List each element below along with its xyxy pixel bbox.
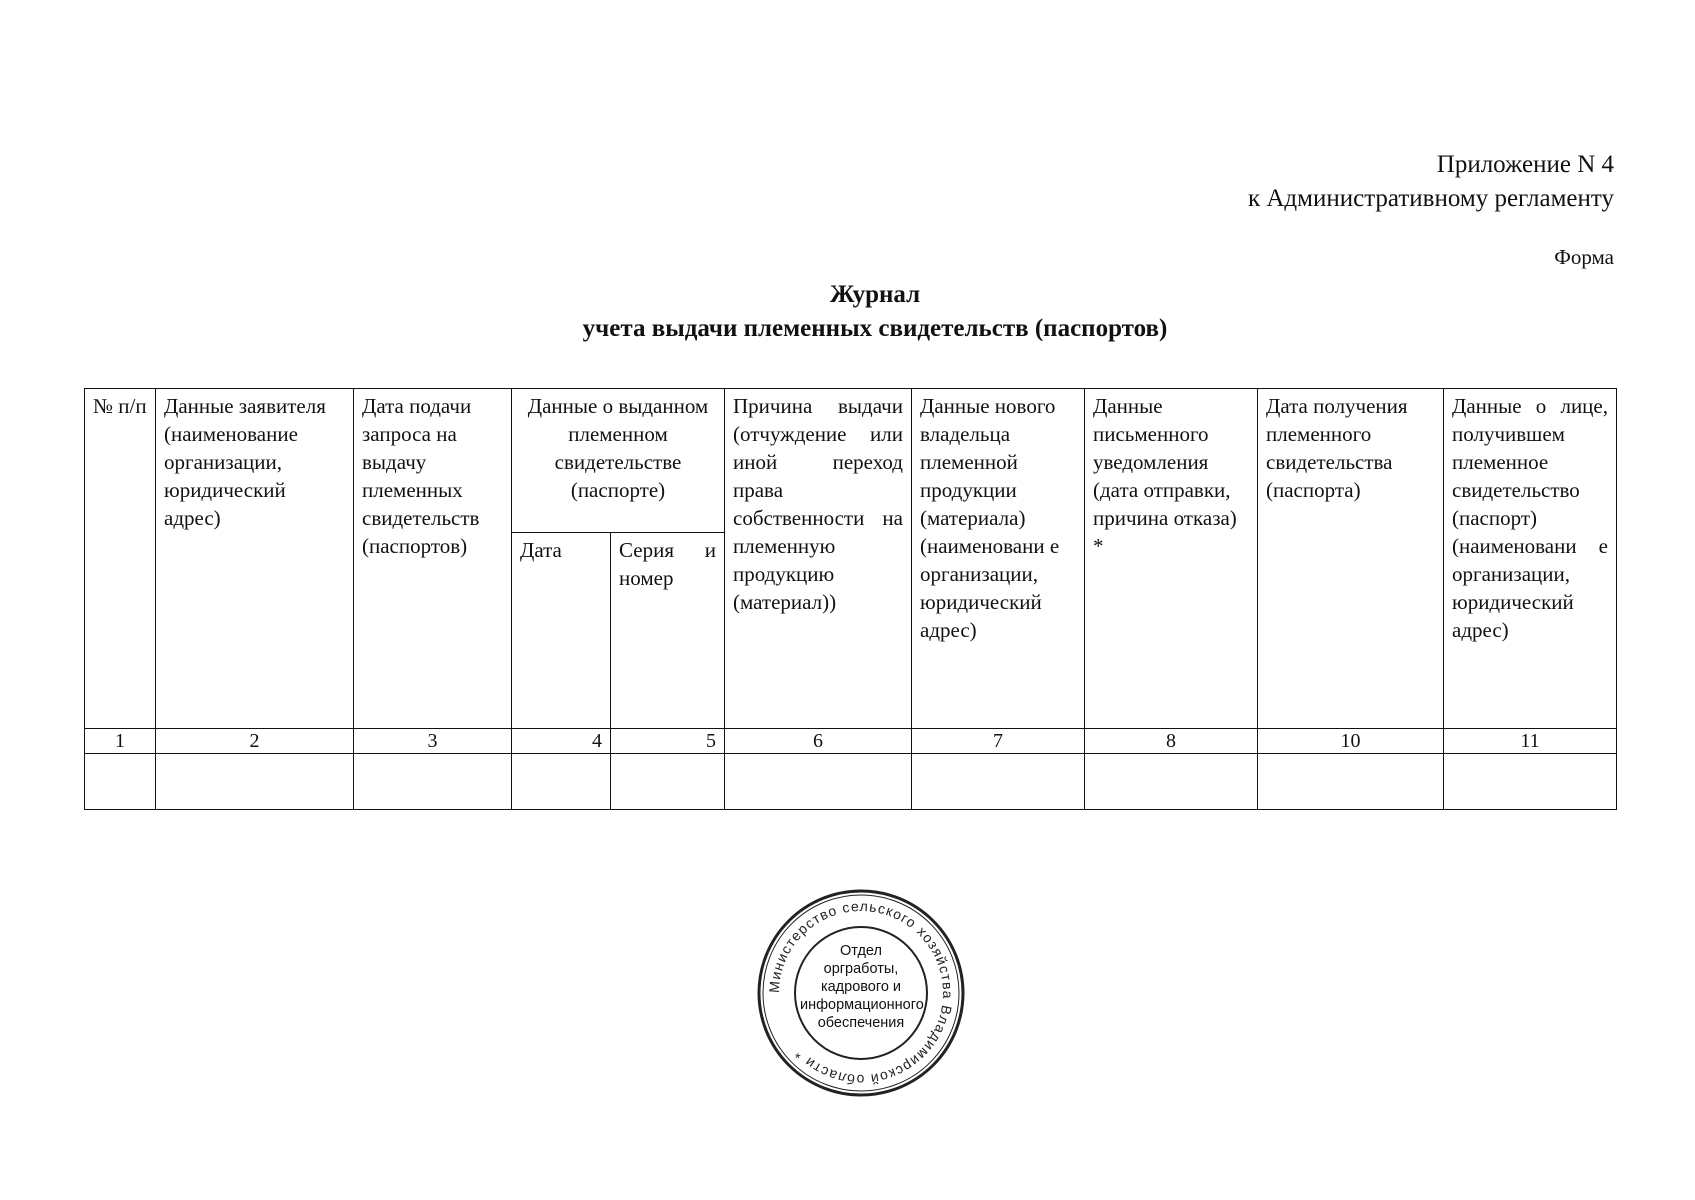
- annex-line-1: Приложение N 4: [1436, 151, 1614, 178]
- stamp-line: обеспечения: [817, 1015, 905, 1031]
- column-number: 3: [354, 729, 512, 754]
- column-number: 8: [1085, 729, 1258, 754]
- column-number: 7: [912, 729, 1085, 754]
- column-number: 6: [725, 729, 912, 754]
- stamp-line: Отдел: [840, 943, 882, 959]
- header-cell-request-date: Дата подачи запроса на выдачу племенных свидетельств (паспортов): [354, 389, 512, 729]
- header-cell-notification: Данные письменного уведомления (дата отправки, причина отказа) *: [1085, 389, 1258, 729]
- stamp-line: информационного: [800, 997, 924, 1013]
- column-number: 4: [512, 729, 611, 754]
- document-title: [0, 278, 1695, 346]
- column-number: 2: [156, 729, 354, 754]
- table-cell: [611, 754, 725, 810]
- header-row: [85, 389, 1617, 533]
- header-cell-applicant: Данные заявителя (наименование организации, юридический адрес): [156, 389, 354, 729]
- table-cell: [156, 754, 354, 810]
- header-cell-series-number: Серия и номер: [611, 533, 725, 729]
- stamp-line: оргработы,: [823, 961, 899, 977]
- table-cell: [1444, 754, 1617, 810]
- column-number: 1: [85, 729, 156, 754]
- header-cell-new-owner: Данные нового владельца племенной продукции (материала) (наименовани е организации, юридический адрес): [912, 389, 1085, 729]
- column-number: 5: [611, 729, 725, 754]
- header-cell-recipient: Данные о лице, получившем племенное свидетельство (паспорт) (наименовани е организации, юридический адрес): [1444, 389, 1617, 729]
- header-cell-receipt-date: Дата получения племенного свидетельства (паспорта): [1258, 389, 1444, 729]
- column-numbers-row: [85, 729, 1617, 754]
- table-cell: [1258, 754, 1444, 810]
- stamp-ring-text: Министерство сельского хозяйства Владимирской области *: [765, 897, 957, 1089]
- header-cell-reason: Причина выдачи (отчуждение или иной переход права собственности на племенную продукцию (материал)): [725, 389, 912, 729]
- header-cell-number: № п/п: [85, 389, 156, 729]
- table-cell: [85, 754, 156, 810]
- column-number: 10: [1258, 729, 1444, 754]
- table-cell: [725, 754, 912, 810]
- table-cell: [512, 754, 611, 810]
- table-cell: [354, 754, 512, 810]
- official-stamp: [756, 888, 966, 1098]
- form-label: Форма: [1554, 245, 1614, 269]
- annex-header: [1248, 148, 1614, 216]
- title-line-2: учета выдачи племенных свидетельств (паспортов): [582, 315, 1168, 342]
- header-cell-issued-certificate: Данные о выданном племенном свидетельстве (паспорте): [512, 389, 725, 533]
- table-cell: [912, 754, 1085, 810]
- stamp-center-text: [800, 942, 922, 1032]
- header-cell-date: Дата: [512, 533, 611, 729]
- column-number: 11: [1444, 729, 1617, 754]
- journal-table: [84, 388, 1617, 810]
- stamp-line: кадрового и: [820, 979, 902, 995]
- table-row: [85, 754, 1617, 810]
- table-cell: [1085, 754, 1258, 810]
- annex-line-2: к Административному регламенту: [1247, 185, 1614, 212]
- title-line-1: Журнал: [829, 281, 921, 308]
